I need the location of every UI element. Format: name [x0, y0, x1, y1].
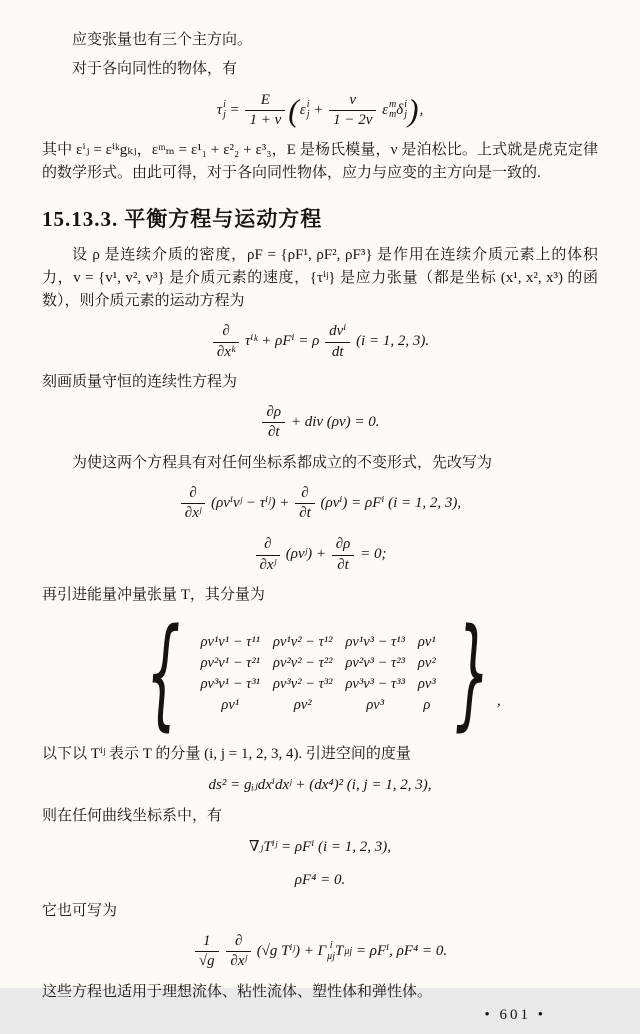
denominator: ∂t: [267, 424, 280, 441]
paragraph-isotropic-intro: 对于各向同性的物体，有: [72, 61, 238, 78]
page-footer: [42, 1007, 598, 1034]
matrix-cell: ρv¹: [221, 697, 240, 713]
formula-rewrite-mass: [42, 536, 598, 574]
denominator: dt: [331, 343, 344, 360]
matrix-cell: ρv²v³ − τ²³: [345, 655, 405, 671]
sup-sub: [396, 100, 407, 121]
fraction: [262, 404, 285, 442]
fraction: [245, 92, 285, 130]
matrix-cell: ρv²: [293, 697, 312, 713]
big-paren: (: [288, 92, 299, 128]
paragraph-components: 以下以 Tⁱʲ 表示 T 的分量 (i, j = 1, 2, 3, 4). 引进空间的度量: [42, 746, 411, 762]
sup-sub: [318, 941, 335, 962]
superscript: i: [223, 98, 226, 110]
fraction: [325, 323, 350, 361]
superscript: i: [404, 98, 408, 110]
formula-text: (ρvʲ) +: [282, 546, 330, 563]
numerator: ∂: [213, 323, 239, 342]
matrix-row: [201, 655, 436, 672]
denominator: ∂xᵏ: [216, 343, 236, 360]
subscript: j: [223, 109, 226, 121]
numerator: ∂ρ: [262, 404, 285, 423]
matrix-cell: ρ: [423, 697, 431, 713]
matrix-cell: ρv³: [417, 676, 436, 692]
base-symbol: T: [334, 943, 344, 960]
energy-momentum-matrix: [42, 604, 598, 743]
fraction: [213, 323, 239, 361]
numerator: ∂: [295, 485, 315, 504]
matrix-cell: ρv²v² − τ²²: [273, 655, 333, 671]
superscript: μj: [344, 945, 353, 957]
formula-metric: [42, 776, 598, 795]
superscript: i: [306, 98, 310, 110]
sup-sub: [300, 100, 310, 121]
formula-text: =: [225, 101, 244, 118]
formula-text: ds² = gᵢⱼdxⁱdxʲ + (dx⁴)² (i, j = 1, 2, 3),: [208, 777, 432, 794]
formula-text: + div (ρv) = 0.: [287, 414, 380, 431]
sup-sub-stack: [327, 941, 335, 962]
superscript: i: [329, 940, 333, 952]
paragraph-tensor-T: 再引进能量冲量张量 T，其分量为: [42, 586, 265, 603]
subscript: μj: [327, 950, 335, 962]
numerator: ∂: [181, 485, 206, 504]
denominator: ∂t: [299, 505, 311, 521]
matrix-cell: ρv²v¹ − τ²¹: [200, 655, 261, 671]
formula-text: +: [309, 101, 328, 118]
formula-text: = 0;: [356, 546, 387, 563]
matrix-row: [201, 697, 436, 714]
matrix-grid: [188, 630, 449, 718]
formula-motion: [42, 323, 598, 361]
page-number: • 601 •: [484, 1006, 546, 1023]
formula-christoffel: [42, 933, 598, 971]
denominator: √g: [198, 953, 215, 970]
paragraph-curvilinear: 则在任何曲线坐标系中，有: [42, 808, 223, 824]
fraction: [195, 933, 219, 971]
numerator: ∂: [256, 536, 281, 555]
formula-text: ,: [419, 101, 424, 118]
sup-sub-stack: [404, 100, 407, 121]
formula-divergence: [42, 838, 598, 857]
section-title: 平衡方程与运动方程: [124, 206, 323, 231]
sup-sub: [217, 100, 226, 121]
matrix-cell: ρv¹v² − τ¹²: [273, 634, 333, 650]
matrix-cell: ρv³: [366, 697, 385, 713]
big-paren: ): [408, 92, 419, 128]
numerator: ∂ρ: [332, 536, 355, 555]
paragraph-strain-principal: 应变张量也有三个主方向。: [72, 32, 253, 48]
fraction: [181, 485, 206, 523]
numerator: dvⁱ: [325, 323, 350, 342]
subscript: j: [306, 109, 310, 121]
matrix-cell: ρv¹v³ − τ¹³: [345, 634, 405, 650]
denominator: ∂xʲ: [184, 505, 202, 521]
numerator: ∂: [226, 933, 251, 952]
paragraph-applicability: 这些方程也适用于理想流体、粘性流体、塑性体和弹性体。: [42, 983, 433, 1000]
matrix-cell: ρv¹: [417, 634, 436, 650]
sup-sub-stack: [389, 100, 396, 121]
fraction: [226, 933, 251, 971]
numerator: 1: [195, 933, 219, 952]
fraction: [256, 536, 281, 574]
matrix-cell: ρv³v³ − τ³³: [345, 676, 405, 692]
subscript: m: [389, 109, 397, 121]
subscript: j: [404, 109, 408, 121]
formula-text: (i = 1, 2, 3).: [352, 333, 430, 350]
left-brace: {: [146, 604, 181, 743]
base-symbol: Γ: [317, 943, 327, 960]
sup-sub: [335, 942, 352, 961]
formula-text: = ρFⁱ, ρF⁴ = 0.: [352, 943, 448, 960]
formula-text: τⁱᵏ + ρFⁱ = ρ: [241, 333, 324, 350]
matrix-row: [201, 634, 436, 651]
superscript: m: [389, 98, 397, 110]
paragraph-invariant: 为使这两个方程具有对任何坐标系都成立的不变形式，先改写为: [72, 454, 493, 471]
base-symbol: τ: [216, 101, 223, 118]
section-number: 15.13.3.: [42, 206, 119, 231]
base-symbol: ε: [299, 101, 306, 118]
denominator: 1 + ν: [249, 111, 282, 128]
formula-text: (ρvⁱvʲ − τⁱʲ) +: [207, 494, 294, 511]
paragraph-alternative: 它也可写为: [42, 902, 118, 919]
base-symbol: δ: [396, 101, 404, 118]
section-heading: [42, 203, 598, 233]
formula-hooke: [42, 92, 598, 130]
matrix-trailing-comma: ,: [497, 692, 501, 709]
matrix-cell: ρv³v¹ − τ³¹: [200, 676, 261, 692]
matrix-cell: ρv¹v¹ − τ¹¹: [200, 634, 261, 650]
denominator: ∂xʲ: [230, 953, 247, 970]
numerator: ν: [329, 92, 376, 111]
fraction: [329, 92, 376, 130]
matrix-cell: ρv³v² − τ³²: [273, 676, 333, 692]
paragraph-continuity-intro: 刻画质量守恒的连续性方程为: [42, 373, 238, 390]
paragraph-notation: 其中 εⁱⱼ = εⁱᵏgₖⱼ，εᵐₘ = ε¹₁ + ε²₂ + ε³₃，E 是杨氏模量，ν 是泊松比。上式就是虎克定律的数学形式。由此可得，对于各向同性物体，应力与应变的主方向是一致的.: [42, 142, 598, 182]
fraction: [295, 485, 315, 523]
formula-rewrite-momentum: [42, 485, 598, 523]
denominator: ∂t: [337, 556, 349, 573]
formula-text: (√g Tⁱʲ) +: [252, 943, 318, 960]
matrix-row: [201, 676, 436, 693]
paragraph-setup: 设 ρ 是连续介质的密度，ρF = {ρF¹, ρF², ρF³} 是作用在连续介质元素上的体积力，v = {v¹, v², v³} 是介质元素的速度，{τⁱʲ} 是应力张量（都是坐标 (x¹, x², x³) 的函数），则介质元素的运动方程为: [42, 246, 598, 309]
matrix-cell: ρv²: [417, 655, 436, 671]
sup-sub-stack: [344, 947, 352, 958]
formula-text: ρF⁴ = 0.: [294, 872, 346, 888]
denominator: ∂xʲ: [259, 556, 277, 573]
right-brace: }: [455, 604, 491, 743]
sup-sub: [382, 100, 396, 121]
denominator: 1 − 2ν: [333, 111, 373, 128]
base-symbol: ε: [382, 101, 389, 118]
fraction: [332, 536, 355, 574]
formula-continuity: [42, 404, 598, 442]
formula-f4-zero: [42, 871, 598, 890]
formula-text: ∇ⱼTⁱʲ = ρFⁱ (i = 1, 2, 3),: [248, 839, 392, 856]
numerator: E: [245, 92, 285, 111]
formula-text: (ρvⁱ) = ρFⁱ (i = 1, 2, 3),: [316, 494, 462, 511]
formula-text: [221, 943, 225, 959]
